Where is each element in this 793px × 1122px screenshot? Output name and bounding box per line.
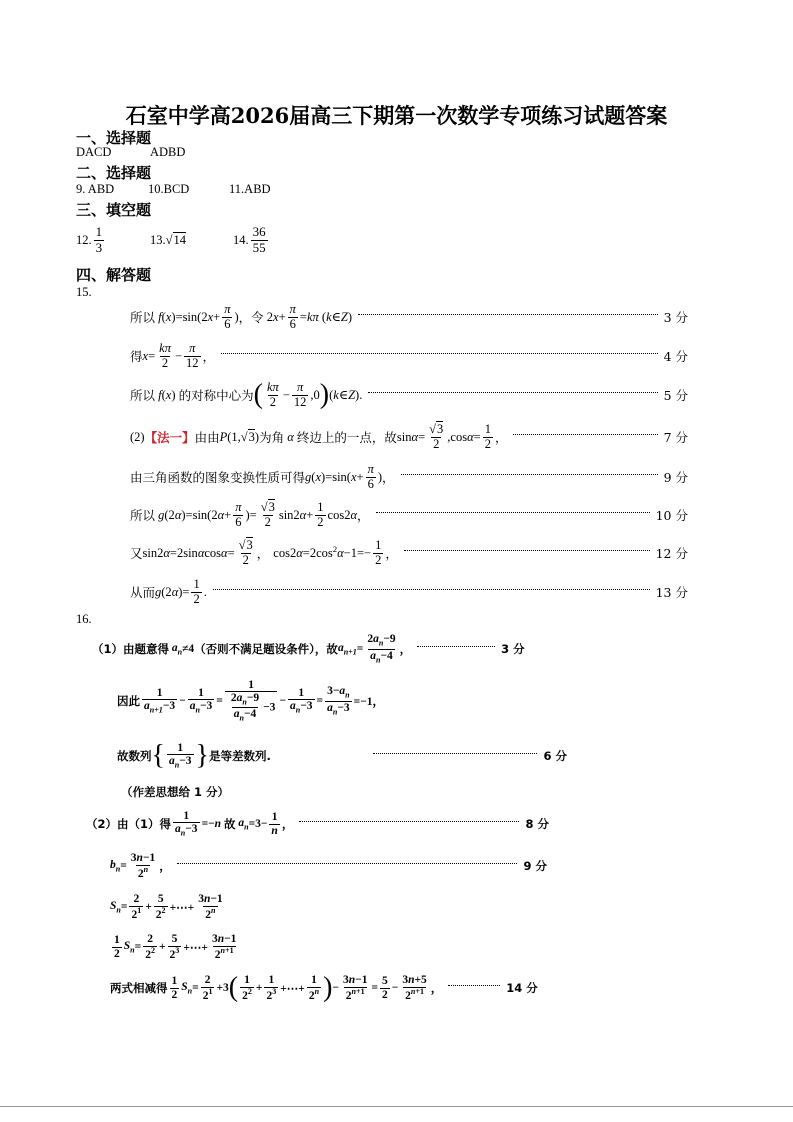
q15-line-5: 由三角函数的图象变换性质可得 g ( x )=sin( x + $\frac{\pi}{6}$ ) ， 9 分: [130, 461, 688, 491]
question-15-label: 15.: [76, 285, 92, 299]
section-heading-multi-choice: 二、选择题: [76, 164, 152, 182]
answer-11: 11.ABD: [229, 182, 271, 196]
page-bottom-border: [0, 1106, 793, 1107]
answer-10: 10.BCD: [148, 182, 190, 196]
section-heading-fill-blank: 三、填空题: [76, 201, 152, 219]
answer-12: 12. $\frac{1}{3}$: [76, 224, 103, 255]
section-heading-solutions: 四、解答题: [76, 266, 152, 284]
q16-line-7: $S_n$ = $\frac{2}{2^1}$ + $\frac{5}{2^2}$ +⋯+ $\frac{3n-1}{2^n}$: [110, 892, 223, 921]
q16-line-9: 两式相减得 $\frac{1}{2}$ $S_n$ = $\frac{2}{2^1}$ +3 ( $\frac{1}{2^2}$ + $\frac{1}{2^3}$ +⋯+ $\frac{1}{2^n}$ ) − $\frac{3n-1}{2^{n+1}}$ = $\frac{5}{2}$ − $\frac{3n+5}{2^{n+1}}$ ， 14 分: [110, 972, 538, 1003]
answer-9: 9. ABD: [76, 182, 115, 196]
q16-line-3: 故数列 { $\frac{1}{a_n-3}$ } 是等差数列. 6 分: [117, 740, 567, 771]
q16-line-5: （2）由（1）得 $\frac{1}{a_n-3}$ =−n 故 $a_n$ =3− $\frac{1}{n}$ ， 8 分: [86, 809, 549, 838]
q16-line-8: $\frac{1}{2}$ $S_n$ = $\frac{2}{2^2}$ + $\frac{5}{2^3}$ +⋯+ $\frac{3n-1}{2^{n+1}}$: [114, 932, 237, 961]
q16-line-1: （1）由题意得 $a_n$ ≠4 （否则不满足题设条件），故 $a_{n+1}$ = $\frac{2a_n-9}{a_n-4}$ ， 3 分: [92, 633, 525, 664]
q15-line-8: 从而 g (2 α )= $\frac{1}{2}$ . 13 分: [130, 576, 688, 606]
q15-line-6: 所以 g (2 α )=sin(2 α + $\frac{\pi}{6}$ )= $\frac{√3}{2}$ sin2 α + $\frac{1}{2}$ cos2 α ， 10 分: [130, 499, 688, 529]
q15-line-4: (2) 【法一】 由由 P (1,√3) 为角 α 终边上的一点，故 sin α = $\frac{√3}{2}$ ,cos α = $\frac{1}{2}$ ， 7 分: [130, 421, 688, 451]
answer-13: 13. √14: [150, 232, 186, 247]
q15-line-3: 所以 f ( x ) 的对称中心为 ( $\frac{k\pi}{2}$ − $\frac{\pi}{12}$ ,0 ) ( k ∈ Z ). 5 分: [130, 379, 688, 410]
q16-line-6: $b_n$ = $\frac{3n-1}{2^n}$ ， 9 分: [110, 851, 547, 880]
choice-answers-5-8: ADBD: [150, 145, 186, 159]
question-16-label: 16.: [76, 612, 92, 626]
q15-line-2: 得 x = $\frac{k\pi}{2}$ − $\frac{\pi}{12}$ ， 4 分: [130, 340, 688, 370]
q16-note: （作差思想给 1 分）: [121, 785, 230, 799]
q15-line-7: 又 sin2 α =2sin α cos α = $\frac{√3}{2}$ ， cos2 α $=2\cos^2$ α −1=− $\frac{1}{2}$ ， 12 分: [130, 537, 688, 567]
q15-line-1: 所以 f ( x )=sin(2 x + $\frac{\pi}{6}$ ) ，令 2 x + $\frac{\pi}{6}$ = kπ ( k ∈ Z ) 3 分: [130, 301, 688, 331]
page-title: 石室中学高2026届高三下期第一次数学专项练习试题答案: [125, 103, 668, 128]
answer-14: 14. $\frac{36}{55}$: [233, 224, 266, 255]
choice-answers-1-4: DACD: [76, 145, 112, 159]
q16-line-2: 因此 $\frac{1}{a_{n+1}-3}$ − $\frac{1}{a_n-3}$ = 1 $\frac{2a_n-9}{a_n-4}$ −3 − $\frac{1}{a_n-3}$ = $\frac{3-a_n}{a_n-3}$ =−1，: [117, 678, 385, 723]
section-heading-choice: 一、选择题: [76, 129, 152, 147]
